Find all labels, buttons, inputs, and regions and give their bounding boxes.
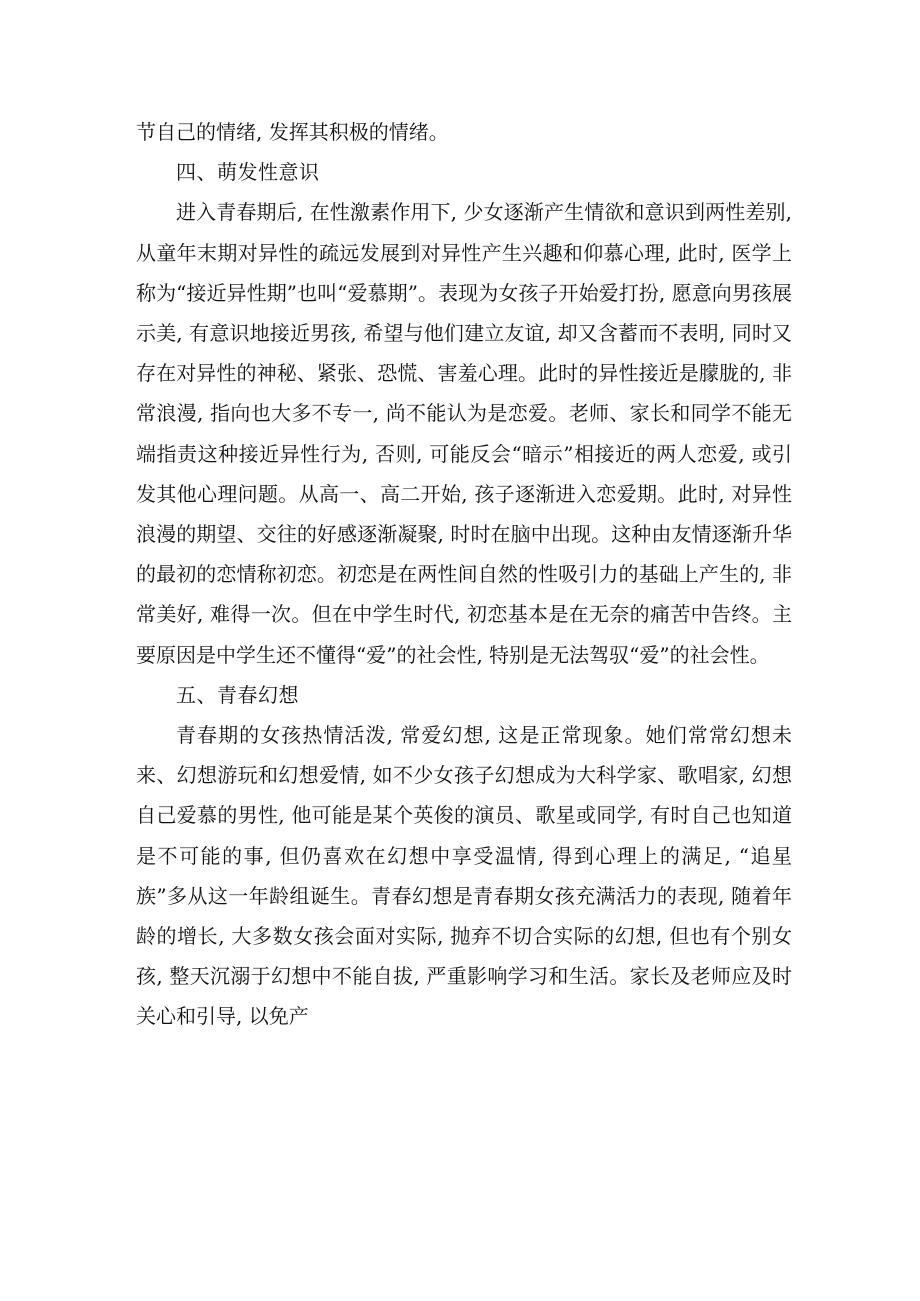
section-heading-4: 四、萌发性意识 bbox=[176, 160, 320, 185]
body-paragraph-section-5: 青春期的女孩热情活泼, 常爱幻想, 这是正常现象。她们常常幻想未来、幻想游玩和幻想爱情, 如不少女孩子幻想成为大科学家、歌唱家, 幻想自己爱慕的男性, 他可能是某个英俊的演员、歌星或同学, 有时自己也知道是不可能的事, 但仍喜欢在幻想中享受温情, 得到心理上的满足, “追星族”多从这一年龄组诞生。青春幻想是青春期女孩充满活力的表现, 随着年龄的增长, 大多数女孩会面对实际, 抛弃不切合实际的幻想, 但也有个别女孩, 整天沉溺于幻想中不能自拔, 严重影响学习和生活。家长及老师应及时关心和引导, 以免产 bbox=[136, 723, 792, 1029]
document-body bbox=[136, 112, 792, 1037]
section-heading-5: 五、青春幻想 bbox=[176, 682, 299, 707]
body-paragraph-section-4: 进入青春期后, 在性激素作用下, 少女逐渐产生情欲和意识到两性差别, 从童年末期对异性的疏远发展到对异性产生兴趣和仰慕心理, 此时, 医学上称为“接近异性期”也叫“爱慕期”。表现为女孩子开始爱打扮, 愿意向男孩展示美, 有意识地接近男孩, 希望与他们建立友谊, 却又含蓄而不表明, 同时又存在对异性的神秘、紧张、恐慌、害羞心理。此时的异性接近是朦胧的, 非常浪漫, 指向也大多不专一, 尚不能认为是恋爱。老师、家长和同学不能无端指责这种接近异性行为, 否则, 可能反会“暗示”相接近的两人恋爱, 或引发其他心理问题。从高一、高二开始, 孩子逐渐进入恋爱期。此时, 对异性浪漫的期望、交往的好感逐渐凝聚, 时时在脑中出现。这种由友情逐渐升华的最初的恋情称初恋。初恋是在两性间自然的性吸引力的基础上产生的, 非常美好, 难得一次。但在中学生时代, 初恋基本是在无奈的痛苦中告终。主要原因是中学生还不懂得“爱”的社会性, 特别是无法驾驭“爱”的社会性。 bbox=[136, 200, 792, 667]
continuation-paragraph: 节自己的情绪, 发挥其积极的情绪。 bbox=[136, 120, 449, 144]
